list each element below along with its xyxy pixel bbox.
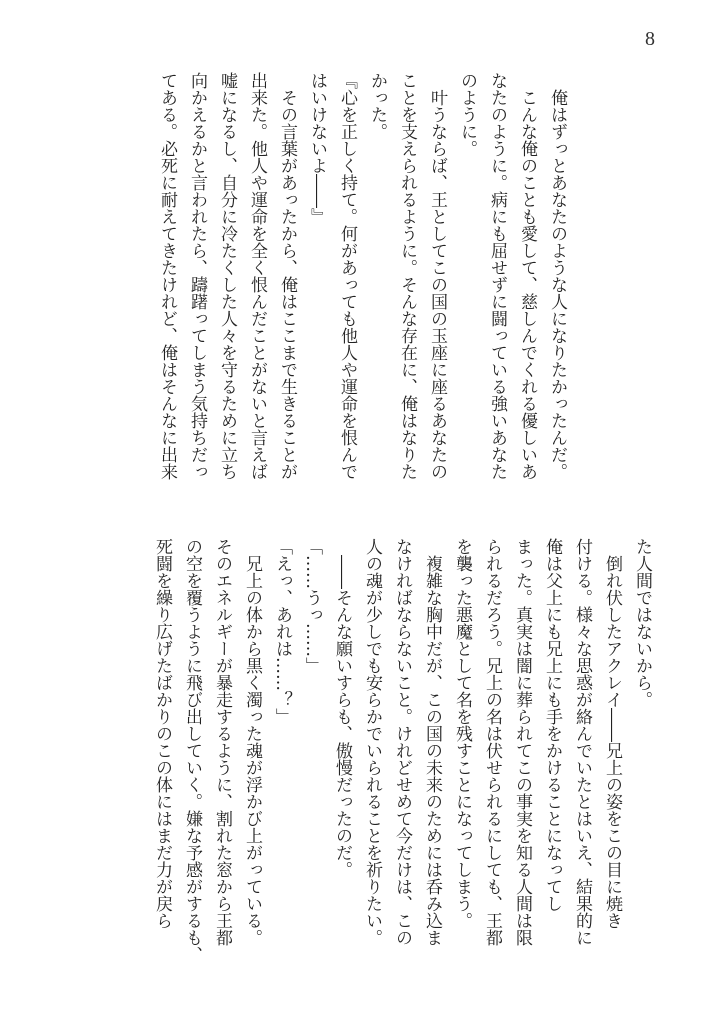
text-line: 人の魂が少しでも安らかでいられることを祈りたい。: [362, 538, 382, 946]
page-number: 8: [645, 28, 655, 50]
text-line: 俺はずっとあなたのような人になりたかったんだ。: [547, 72, 567, 480]
text-line: ――そんな願いすらも、傲慢だったのだ。: [332, 538, 352, 878]
text-block-bottom: [147, 538, 657, 963]
text-line: 「えっ、あれは……？」: [272, 538, 292, 725]
text-line: てある。必死に耐えてきたけれど、俺はそんなに出来: [157, 72, 177, 480]
text-line: 付ける。様々な思惑が絡んでいたとはいえ、結果的に: [572, 538, 592, 946]
text-line: かった。: [367, 72, 387, 140]
text-line: 俺は父上にも兄上にも手をかけることになってし: [542, 538, 562, 912]
text-line: はいけないよ――』: [307, 72, 327, 225]
text-line: 兄上の体から黒く濁った魂が浮かび上がっている。: [242, 538, 262, 946]
text-line: た人間ではないから。: [632, 538, 652, 708]
text-line: なたのように。病にも屈せずに闘っている強いあなた: [487, 72, 507, 480]
text-line: 倒れ伏したアクレイ――兄上の姿をこの目に焼き: [602, 538, 622, 929]
text-line: ことを支えられるように。そんな存在に、俺はなりた: [397, 72, 417, 480]
text-line: の空を覆うように飛び出していく。嫌な予感がするも、: [182, 538, 202, 963]
text-line: なければならないこと。けれどせめて今だけは、この: [392, 538, 412, 946]
text-line: 向かえるかと言われたら、躊躇ってしまう気持ちだっ: [187, 72, 207, 480]
text-line: そのエネルギーが暴走するように、割れた窓から王都: [212, 538, 232, 946]
text-line: 嘘になるし、自分に冷たくした人々を守るために立ち: [217, 72, 237, 480]
text-line: 死闘を繰り広げたばかりのこの体にはまだ力が戻ら: [152, 538, 172, 929]
text-line: 「……うっ……」: [302, 538, 322, 674]
text-line: 叶うならば、王としてこの国の玉座に座るあなたの: [427, 72, 447, 480]
text-line: られるだろう。兄上の名は伏せられるにしても、王都: [482, 538, 502, 946]
text-line: こんな俺のことも愛して、慈しんでくれる優しいあ: [517, 72, 537, 480]
text-line: まった。真実は闇に葬られてこの事実を知る人間は限: [512, 538, 532, 946]
text-line: のように。: [457, 72, 477, 157]
text-line: を襲った悪魔として名を残すことになってしまう。: [452, 538, 472, 929]
text-line: 『心を正しく持て。何があっても他人や運命を恨んで: [337, 72, 357, 480]
text-line: 出来た。他人や運命を全く恨んだことがないと言えば: [247, 72, 267, 480]
text-line: その言葉があったから、俺はここまで生きることが: [277, 72, 297, 480]
text-block-top: [152, 72, 572, 492]
text-line: 複雑な胸中だが、この国の未来のためには呑み込ま: [422, 538, 442, 946]
